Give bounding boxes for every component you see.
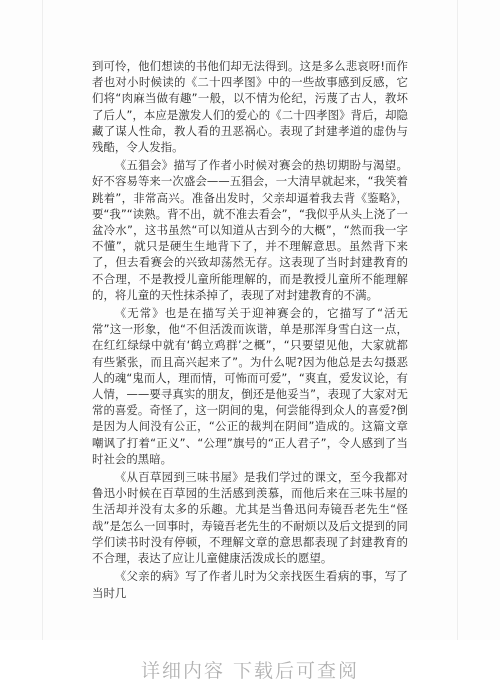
- download-footer[interactable]: [0, 640, 500, 698]
- paragraph-4: 《从百草园到三味书屋》是我们学过的课文，至今我都对鲁迅小时候在百草园的生活感到羡慕，而他后来在三味书屋的生活却并没有太多的乐趣。尤其是当鲁迅问寿镜吾老先生“怪哉”是怎么一回事时，寿镜吾老先生的不耐烦以及后文提到的同学们读书时没有停顿，不理解文章的意思都表现了封建教育的不合理，表达了应让儿童健康活泼成长的愿望。: [92, 470, 408, 566]
- page-edge-left: [42, 0, 43, 640]
- footer-label[interactable]: 详细内容 下载后可查阅: [140, 659, 360, 682]
- document-body: [92, 58, 408, 603]
- paragraph-3: 《无常》也是在描写关于迎神赛会的，它描写了“活无常”这一形象，他“不但活泼而诙谐，单是那浑身雪白这一点，在红红绿绿中就有‘鹤立鸡群’之概”，“只要望见他，大家就都有些紧张，而且高兴起来了”。为什么呢?因为他总是去勾摄恶人的魂“鬼而人，理而情，可怖而可爱”，“爽直，爱发议论，有人情，——要寻真实的朋友，倒还是他妥当”，表现了大家对无常的喜爱。奇怪了，这一阴间的鬼，何尝能得到众人的喜爱?倒是因为人间没有公正，“公正的裁判在阴间”造成的。这篇文章嘲讽了打着“正义”、“公理”旗号的“正人君子”，令人感到了当时社会的黑暗。: [92, 306, 408, 466]
- paragraph-5: 《父亲的病》写了作者儿时为父亲找医生看病的事，写了当时几: [92, 569, 408, 600]
- paragraph-2: 《五猖会》描写了作者小时候对赛会的热切期盼与渴望。好不容易等来一次盛会——五猖会，一大清早就起来，“我笑着跳着”，非常高兴。准备出发时，父亲却逼着我去背《鉴略》，要“我”“读熟。背不出，就不准去看会”，“我似乎从头上浇了一盆冷水”，这书虽然“可以知道从古到今的大概”，“然而我一字不懂”，就只是硬生生地背下了，并不理解意思。虽然背下来了，但去看赛会的兴致却荡然无存。这表现了当时封建教育的不合理，不是教授儿童所能理解的，而是教授儿童所不能理解的，将儿童的天性抹杀掉了，表现了对封建教育的不满。: [92, 158, 408, 302]
- page-edge-right: [457, 0, 458, 640]
- paragraph-1: 到可怜，他们想读的书他们却无法得到。这是多么悲哀呀!而作者也对小时候读的《二十四孝图》中的一些故事感到反感，它们将“肉麻当做有趣”一般，以不情为伦纪，污蔑了古人，教坏了后人”，本应是激发人们的爱心的《二十四孝图》背后，却隐藏了谋人性命，教人看的丑恶祸心。表现了封建孝道的虚伪与残酷，令人发指。: [92, 59, 408, 155]
